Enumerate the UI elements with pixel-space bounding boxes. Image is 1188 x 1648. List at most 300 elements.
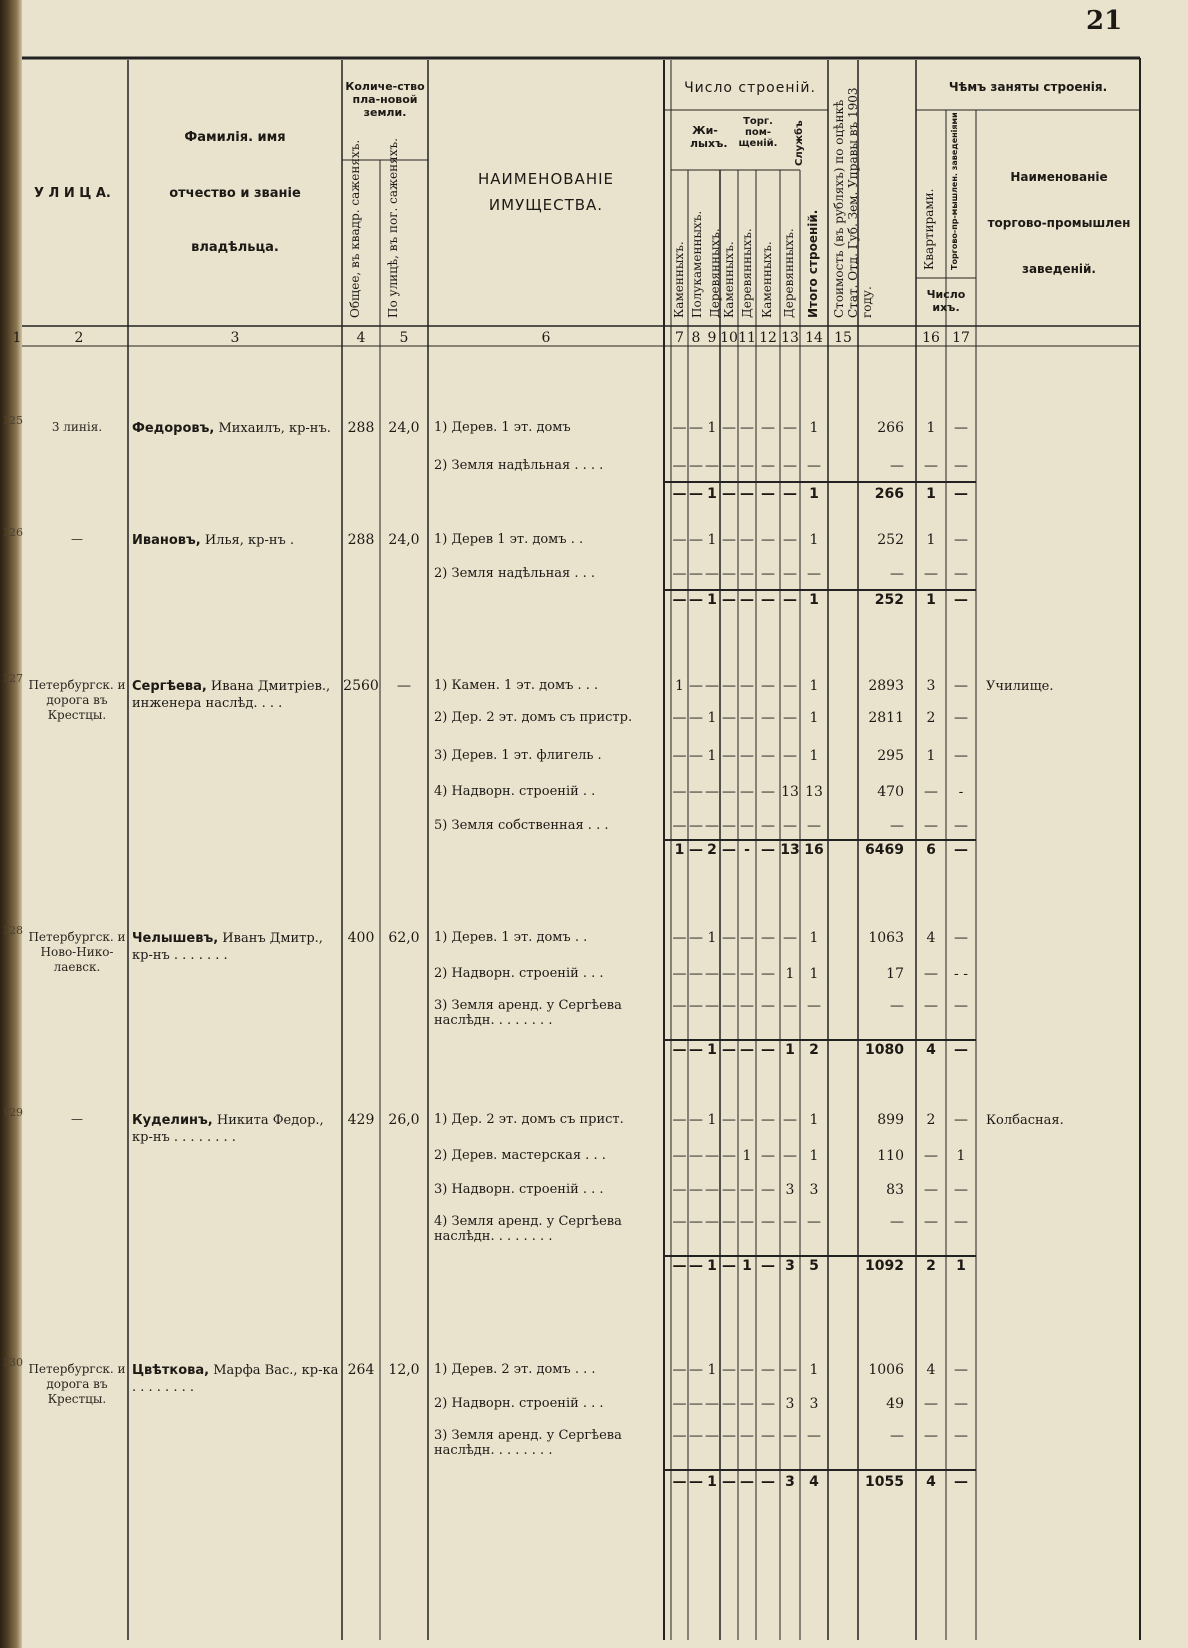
total-c12: —	[761, 592, 775, 608]
cell-c14: —	[807, 998, 821, 1014]
property-item: 1) Дер. 2 эт. домъ съ прист.	[434, 1112, 624, 1127]
total-c9: 1	[707, 1042, 717, 1058]
property-item: 2) Земля надѣльная . . . .	[434, 458, 604, 473]
colno-10: 10	[720, 330, 738, 346]
total-c9: 1	[707, 1474, 717, 1490]
colno-13: 13	[781, 330, 799, 346]
cell-c8: —	[689, 1396, 703, 1412]
cell-c11: 1	[742, 1148, 752, 1164]
colno-2: 2	[74, 330, 84, 346]
entry-land-street: 26,0	[388, 1112, 420, 1128]
cell-c16: —	[924, 458, 938, 474]
entry-land-total: 264	[347, 1362, 375, 1378]
cell-c13: —	[783, 998, 797, 1014]
cell-c14: 1	[809, 1112, 819, 1128]
entry-street: —	[71, 1112, 83, 1126]
cell-c7: —	[672, 566, 687, 582]
cell-c13: —	[783, 1112, 797, 1128]
header-property: НАИМЕНОВАНІЕ ИМУЩЕСТВА.	[478, 170, 614, 214]
total-c16: 4	[926, 1474, 936, 1490]
colno-4: 4	[356, 330, 366, 346]
cell-c15: 295	[877, 748, 904, 764]
total-c14: 16	[804, 842, 824, 858]
cell-c10: —	[722, 1362, 736, 1378]
cell-c16: —	[924, 966, 938, 982]
cell-c14: 1	[809, 966, 819, 982]
total-c9: 1	[707, 486, 717, 502]
cell-c13: —	[783, 1362, 797, 1378]
cell-c11: —	[740, 1362, 754, 1378]
total-c16: 1	[926, 592, 936, 608]
total-c11: —	[740, 486, 754, 502]
total-c15: 266	[874, 486, 904, 502]
cell-c10: —	[722, 458, 736, 474]
cell-c13: —	[783, 458, 797, 474]
cell-c17: —	[954, 566, 968, 582]
cell-c17: —	[954, 458, 968, 474]
total-c13: —	[783, 486, 797, 502]
cell-c16: 1	[926, 420, 936, 436]
cell-c14: 3	[809, 1182, 819, 1198]
cell-c17: —	[954, 532, 968, 548]
entry-owner	[132, 678, 340, 712]
cell-c13: —	[783, 532, 797, 548]
cell-c15: —	[890, 1428, 904, 1444]
cell-c7: —	[672, 1396, 687, 1412]
cell-c8: —	[689, 998, 703, 1014]
cell-c8: —	[689, 966, 703, 982]
cell-c12: —	[761, 1396, 775, 1412]
cell-c9: 1	[707, 420, 717, 436]
cell-c12: —	[761, 1428, 775, 1444]
total-c9: 2	[707, 842, 717, 858]
header-col13: Деревянныхъ.	[782, 228, 796, 318]
header-value: Стоимость (въ рубляхъ) по оцѣнкѣ Стат. Отд. Губ. Зем. Управы въ 1903 году.	[832, 87, 874, 318]
cell-c7: —	[672, 1112, 687, 1128]
cell-c15: 110	[877, 1148, 904, 1164]
cell-c10: —	[722, 818, 736, 834]
entry-number: 127	[2, 672, 23, 685]
total-c12: —	[761, 486, 775, 502]
colno-1: 1	[12, 330, 22, 346]
entry-number: 130	[2, 1356, 23, 1369]
total-c10: —	[722, 1258, 736, 1274]
cell-c16: 4	[926, 1362, 936, 1378]
header-service: Службъ	[794, 120, 805, 166]
total-c15: 1055	[865, 1474, 904, 1490]
cell-c8: —	[689, 818, 703, 834]
cell-c8: —	[689, 784, 703, 800]
entry-land-street: 24,0	[388, 532, 420, 548]
cell-c15: 1006	[868, 1362, 904, 1378]
cell-c9: —	[705, 1214, 719, 1230]
entry-owner-rest: Марфа Вас., кр-ка . . . . . . . .	[132, 1363, 339, 1395]
entry-trade-name: Колбасная.	[986, 1113, 1064, 1128]
entry-owner	[132, 1362, 340, 1396]
colno-11: 11	[738, 330, 756, 346]
cell-c8: —	[689, 748, 703, 764]
total-c16: 1	[926, 486, 936, 502]
entry-owner-surname: Сергѣева,	[132, 679, 207, 694]
cell-c11: —	[740, 710, 754, 726]
total-c13: 3	[785, 1258, 795, 1274]
cell-c9: —	[705, 566, 719, 582]
total-c15: 6469	[865, 842, 904, 858]
cell-c7: —	[672, 1148, 687, 1164]
property-item: 4) Надворн. строеній . .	[434, 784, 596, 799]
colno-16: 16	[922, 330, 940, 346]
cell-c15: —	[890, 566, 904, 582]
header-land-street: По улицѣ, въ пог. саженяхъ.	[386, 138, 400, 318]
cell-c8: —	[689, 1428, 703, 1444]
total-c12: —	[761, 1474, 775, 1490]
cell-c12: —	[761, 566, 775, 582]
cell-c16: —	[924, 566, 938, 582]
cell-c17: -	[958, 784, 964, 800]
total-c14: 4	[809, 1474, 819, 1490]
cell-c11: —	[740, 532, 754, 548]
total-c13: 13	[780, 842, 800, 858]
total-c9: 1	[707, 1258, 717, 1274]
total-c17: —	[954, 1474, 968, 1490]
cell-c12: —	[761, 678, 775, 694]
total-c15: 1080	[865, 1042, 904, 1058]
cell-c17: —	[954, 1428, 968, 1444]
cell-c11: —	[740, 998, 754, 1014]
header-trade-name-line1: Наименованіе	[1010, 170, 1108, 184]
entry-street: Петербургск. и дорога въ Крестцы.	[28, 1362, 126, 1406]
cell-c16: —	[924, 1428, 938, 1444]
header-buildings: Число строеній.	[684, 80, 816, 96]
cell-c17: —	[954, 1214, 968, 1230]
total-c14: 5	[809, 1258, 819, 1274]
cell-c12: —	[761, 1148, 775, 1164]
cell-c8: —	[689, 566, 703, 582]
total-c15: 1092	[865, 1258, 904, 1274]
cell-c12: —	[761, 998, 775, 1014]
cell-c12: —	[761, 784, 775, 800]
cell-c16: —	[924, 818, 938, 834]
cell-c7: —	[672, 420, 687, 436]
cell-c16: —	[924, 784, 938, 800]
entry-land-street: 12,0	[388, 1362, 420, 1378]
entry-owner	[132, 1112, 340, 1146]
total-c10: —	[722, 1474, 736, 1490]
cell-c11: —	[740, 1112, 754, 1128]
total-c12: —	[761, 1042, 775, 1058]
cell-c16: —	[924, 1214, 938, 1230]
cell-c15: 266	[877, 420, 904, 436]
cell-c8: —	[689, 710, 703, 726]
cell-c12: —	[761, 818, 775, 834]
cell-c14: 3	[809, 1396, 819, 1412]
cell-c11: —	[740, 1428, 754, 1444]
cell-c7: —	[672, 784, 687, 800]
cell-c11: —	[740, 1396, 754, 1412]
cell-c16: —	[924, 998, 938, 1014]
total-c17: —	[954, 1042, 968, 1058]
total-c8: —	[689, 842, 703, 858]
entry-land-street: 62,0	[388, 930, 420, 946]
entry-owner-surname: Куделинъ,	[132, 1113, 213, 1128]
total-c14: 1	[809, 592, 819, 608]
header-land: Количе-ство пла-новой земли.	[345, 80, 425, 119]
property-item: 2) Надворн. строеній . . .	[434, 1396, 604, 1411]
cell-c12: —	[761, 1214, 775, 1230]
cell-c14: 1	[809, 710, 819, 726]
entry-street: Петербургск. и Ново-Нико-лаевск.	[28, 930, 126, 974]
cell-c14: 1	[809, 532, 819, 548]
cell-c11: —	[740, 566, 754, 582]
entry-owner-rest: Михаилъ, кр-нъ.	[214, 421, 331, 436]
cell-c7: —	[672, 1214, 687, 1230]
cell-c17: - -	[954, 966, 968, 982]
cell-c9: —	[705, 966, 719, 982]
cell-c13: —	[783, 566, 797, 582]
cell-c13: 3	[785, 1182, 795, 1198]
cell-c17: 1	[956, 1148, 966, 1164]
cell-c12: —	[761, 930, 775, 946]
cell-c14: —	[807, 458, 821, 474]
cell-c14: 13	[805, 784, 823, 800]
cell-c17: —	[954, 748, 968, 764]
total-c8: —	[689, 1258, 703, 1274]
total-c13: —	[783, 592, 797, 608]
total-c7: —	[672, 1042, 687, 1058]
cell-c13: 3	[785, 1396, 795, 1412]
cell-c11: —	[740, 458, 754, 474]
entry-owner	[132, 420, 340, 437]
property-item: 2) Надворн. строеній . . .	[434, 966, 604, 981]
total-c7: —	[672, 592, 687, 608]
cell-c17: —	[954, 1362, 968, 1378]
total-c12: —	[761, 1258, 775, 1274]
cell-c8: —	[689, 1112, 703, 1128]
cell-c9: —	[705, 458, 719, 474]
header-owner-line1: Фамилія. имя	[184, 130, 286, 145]
colno-12: 12	[759, 330, 777, 346]
total-c7: —	[672, 1258, 687, 1274]
entry-number: 126	[2, 526, 23, 539]
header-owner-line2: отчество и званіе	[169, 186, 301, 201]
colno-17: 17	[952, 330, 970, 346]
cell-c9: 1	[707, 1362, 717, 1378]
entry-owner-surname: Цвѣткова,	[132, 1363, 210, 1378]
cell-c11: —	[740, 1214, 754, 1230]
total-c11: 1	[742, 1258, 752, 1274]
total-c8: —	[689, 486, 703, 502]
cell-c7: —	[672, 1428, 687, 1444]
entry-land-total: 400	[347, 930, 375, 946]
cell-c10: —	[722, 710, 736, 726]
cell-c15: 899	[877, 1112, 904, 1128]
total-c10: —	[722, 842, 736, 858]
entry-street: 3 линія.	[51, 420, 103, 434]
cell-c7: —	[672, 930, 687, 946]
entry-owner-surname: Ивановъ,	[132, 533, 201, 548]
cell-c14: —	[807, 1214, 821, 1230]
cell-c11: —	[740, 966, 754, 982]
entry-land-total: 288	[347, 420, 375, 436]
header-col9: Деревянныхъ.	[708, 228, 722, 318]
cell-c8: —	[689, 1148, 703, 1164]
cell-c12: —	[761, 710, 775, 726]
cell-c8: —	[689, 1182, 703, 1198]
total-c10: —	[722, 592, 736, 608]
cell-c11: —	[740, 1182, 754, 1198]
entry-land-street: 24,0	[388, 420, 420, 436]
colno-5: 5	[399, 330, 409, 346]
cell-c15: 2811	[868, 710, 904, 726]
cell-c13: —	[783, 748, 797, 764]
cell-c9: —	[705, 1428, 719, 1444]
cell-c15: 17	[886, 966, 904, 982]
header-trade: Торг. пом-щеній.	[738, 116, 778, 149]
header-col8: Полукаменныхъ.	[690, 210, 704, 318]
property-item: 3) Земля аренд. у Сергѣева наслѣдн. . . . . . . .	[434, 998, 622, 1028]
page-number: 21	[1086, 6, 1123, 36]
header-apartments: Квартирами.	[922, 188, 936, 270]
cell-c9: 1	[707, 748, 717, 764]
cell-c11: —	[740, 930, 754, 946]
cell-c8: —	[689, 1362, 703, 1378]
colno-7: 7	[675, 330, 684, 346]
cell-c9: —	[705, 818, 719, 834]
cell-c12: —	[761, 1362, 775, 1378]
total-c14: 1	[809, 486, 819, 502]
header-street: У Л И Ц А.	[34, 186, 111, 201]
cell-c10: —	[722, 1148, 736, 1164]
cell-c14: —	[807, 1428, 821, 1444]
cell-c16: 2	[926, 710, 936, 726]
cell-c15: 49	[886, 1396, 904, 1412]
property-item: 3) Надворн. строеній . . .	[434, 1182, 604, 1197]
entry-number: 129	[2, 1106, 23, 1119]
cell-c12: —	[761, 1182, 775, 1198]
entry-street: —	[71, 532, 83, 546]
total-c11: —	[740, 592, 754, 608]
property-item: 2) Дер. 2 эт. домъ съ пристр.	[434, 710, 633, 725]
cell-c9: 1	[707, 1112, 717, 1128]
header-occupied: Чѣмъ заняты строенія.	[948, 80, 1108, 94]
colno-6: 6	[541, 330, 551, 346]
header-trade-name-line2: торгово-промышлен	[987, 216, 1131, 230]
cell-c9: —	[705, 1182, 719, 1198]
property-item: 1) Дерев. 1 эт. домъ . .	[434, 930, 588, 945]
cell-c15: 83	[886, 1182, 904, 1198]
cell-c13: —	[783, 420, 797, 436]
cell-c14: 1	[809, 1362, 819, 1378]
cell-c14: 1	[809, 420, 819, 436]
total-c17: 1	[956, 1258, 966, 1274]
total-c11: —	[740, 1042, 754, 1058]
property-item: 1) Камен. 1 эт. домъ . . .	[434, 678, 599, 693]
cell-c17: —	[954, 818, 968, 834]
total-c15: 252	[874, 592, 904, 608]
total-c7: —	[672, 1474, 687, 1490]
total-c7: 1	[674, 842, 685, 858]
cell-c11: —	[740, 748, 754, 764]
cell-c13: —	[783, 1214, 797, 1230]
cell-c17: —	[954, 1112, 968, 1128]
cell-c12: —	[761, 748, 775, 764]
total-c13: 1	[785, 1042, 795, 1058]
cell-c16: 2	[926, 1112, 936, 1128]
total-c10: —	[722, 486, 736, 502]
cell-c8: —	[689, 532, 703, 548]
cell-c15: 2893	[868, 678, 904, 694]
header-col12: Каменныхъ.	[760, 241, 774, 318]
total-c8: —	[689, 1474, 703, 1490]
property-item: 2) Дерев. мастерская . . .	[434, 1148, 606, 1163]
cell-c17: —	[954, 998, 968, 1014]
entry-owner-rest: Илья, кр-нъ .	[200, 533, 295, 548]
entry-number: 125	[2, 414, 23, 427]
entry-owner	[132, 532, 340, 549]
cell-c15: 1063	[868, 930, 904, 946]
cell-c9: —	[705, 998, 719, 1014]
cell-c17: —	[954, 420, 968, 436]
cell-c16: —	[924, 1396, 938, 1412]
entry-street: Петербургск. и дорога въ Крестцы.	[28, 678, 126, 722]
entry-owner-rest: Иванъ Дмитр., кр-нъ . . . . . . .	[132, 931, 323, 963]
entry-land-total: 288	[347, 532, 375, 548]
cell-c7: —	[672, 818, 687, 834]
cell-c7: —	[672, 532, 687, 548]
property-item: 5) Земля собственная . . .	[434, 818, 609, 833]
total-c16: 6	[926, 842, 936, 858]
cell-c11: —	[740, 784, 754, 800]
total-c17: —	[954, 842, 968, 858]
cell-c14: —	[807, 818, 821, 834]
entry-owner-rest: Никита Федор., кр-нъ . . . . . . . .	[132, 1113, 324, 1145]
property-item: 3) Земля аренд. у Сергѣева наслѣдн. . . . . . . .	[434, 1428, 622, 1458]
cell-c10: —	[722, 678, 736, 694]
header-col11: Деревянныхъ.	[740, 228, 754, 318]
entry-owner-surname: Федоровъ,	[132, 421, 215, 436]
cell-c7: —	[672, 998, 687, 1014]
property-item: 1) Дерев. 1 эт. домъ	[434, 420, 571, 435]
header-count: Число ихъ.	[926, 288, 966, 314]
colno-8: 8	[691, 330, 701, 346]
cell-c14: 1	[809, 1148, 819, 1164]
total-c10: —	[722, 1042, 736, 1058]
cell-c8: —	[689, 930, 703, 946]
total-c17: —	[954, 592, 968, 608]
header-land-total: Общее, въ квадр. саженяхъ.	[348, 139, 362, 318]
cell-c16: 3	[926, 678, 936, 694]
cell-c9: —	[705, 784, 719, 800]
cell-c12: —	[761, 1112, 775, 1128]
cell-c11: —	[740, 678, 754, 694]
cell-c10: —	[722, 1112, 736, 1128]
property-item: 2) Земля надѣльная . . .	[434, 566, 595, 581]
total-c7: —	[672, 486, 687, 502]
cell-c9: 1	[707, 710, 717, 726]
cell-c15: —	[890, 458, 904, 474]
total-c11: —	[740, 1474, 754, 1490]
total-c9: 1	[707, 592, 717, 608]
cell-c7: —	[672, 966, 687, 982]
cell-c13: —	[783, 678, 797, 694]
total-c14: 2	[809, 1042, 819, 1058]
cell-c13: —	[783, 818, 797, 834]
entry-trade-name: Училище.	[986, 679, 1054, 694]
cell-c13: —	[783, 930, 797, 946]
cell-c15: —	[890, 1214, 904, 1230]
cell-c16: 4	[926, 930, 936, 946]
header-col7: Каменныхъ.	[672, 241, 686, 318]
